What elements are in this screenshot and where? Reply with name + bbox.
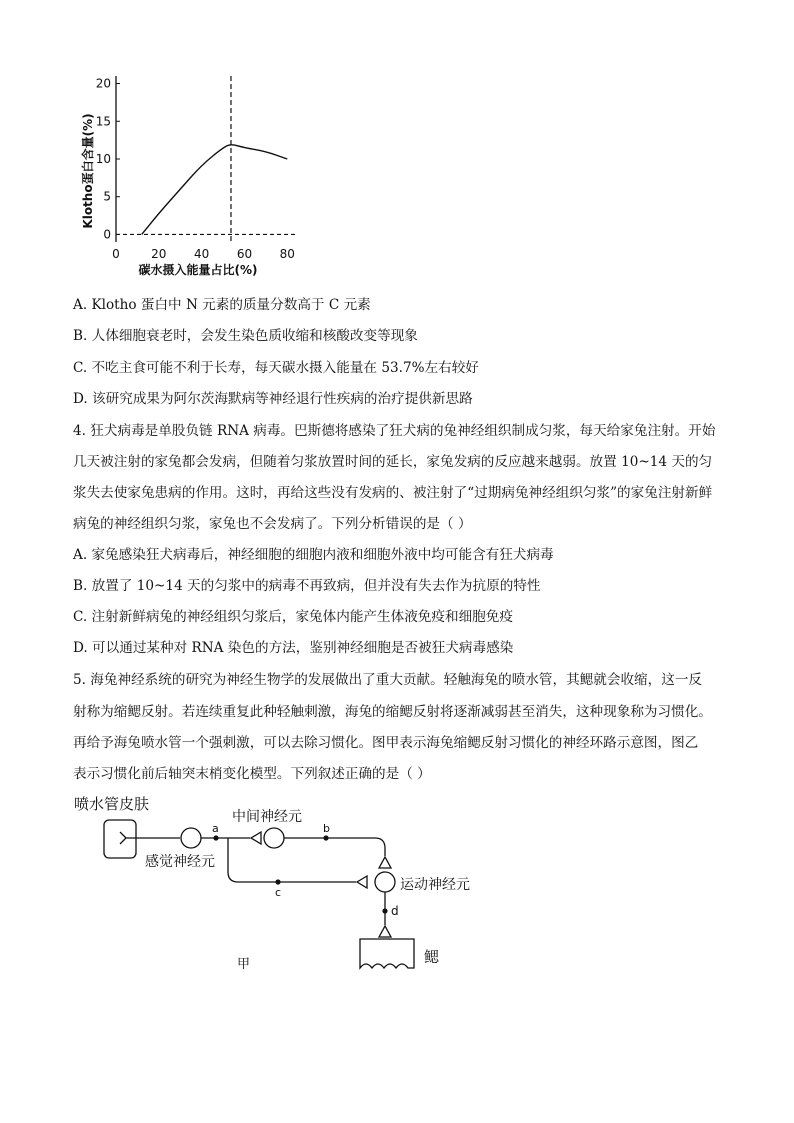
point-d-label: d <box>391 904 399 918</box>
q5-stem-line-3: 再给予海兔喷水管一个强刺激，可以去除习惯化。图甲表示海兔缩鳃反射习惯化的神经环路示意图，图乙 <box>73 735 699 751</box>
chart-y-tick-label: 5 <box>103 189 111 204</box>
chart-y-tick-label: 20 <box>95 76 111 91</box>
point-c-label: c <box>275 886 282 899</box>
q5-stem-line-1: 5. 海兔神经系统的研究为神经生物学的发展做出了重大贡献。轻触海兔的喷水管，其鳃就会收缩，这一反 <box>73 672 703 688</box>
receptor-icon <box>120 832 136 844</box>
chart-y-tick-label: 10 <box>95 152 111 166</box>
q4-stem-line-2: 几天被注射的家兔都会发病，但随着匀浆放置时间的延长，家兔发病的反应越来越弱。放置 10~14 天的匀 <box>73 454 713 470</box>
chart-x-tick-label: 0 <box>112 247 120 261</box>
sensory-label: 感觉神经元 <box>145 854 215 870</box>
gill-icon <box>360 939 414 968</box>
point-b-dot <box>323 835 328 840</box>
q3-option-d: D. 该研究成果为阿尔茨海默病等神经退行性疾病的治疗提供新思路 <box>73 391 473 407</box>
q3-option-b: B. 人体细胞衰老时，会发生染色质收缩和核酸改变等现象 <box>73 328 418 344</box>
chart-x-tick-label: 20 <box>151 247 167 261</box>
klotho-chart <box>76 68 306 287</box>
interneuron-body <box>264 828 284 848</box>
q4-option-d: D. 可以通过某种对 RNA 染色的方法，鉴别神经细胞是否被狂犬病毒感染 <box>73 640 514 656</box>
skin-box <box>104 820 136 858</box>
motor-neuron-body <box>375 872 395 892</box>
q4-stem-line-3: 浆失去使家兔患病的作用。这时，再给这些没有发病的、被注射了“过期病兔神经组织匀浆”的家兔注射新鲜 <box>73 485 713 501</box>
q4-stem-line-1: 4. 狂犬病毒是单股负链 RNA 病毒。巴斯德将感染了狂犬病的兔神经组织制成匀浆，每天给家兔注射。开始 <box>73 423 716 439</box>
q5-stem-line-4: 表示习惯化前后轴突末梢变化模型。下列叙述正确的是（ ） <box>73 766 431 782</box>
chart-x-tick-label: 60 <box>236 247 253 261</box>
point-c-dot <box>275 879 280 884</box>
gill-label: 鳃 <box>424 948 440 966</box>
klotho-chart-svg <box>76 68 306 283</box>
q4-option-c: C. 注射新鲜病兔的神经组织匀浆后，家兔体内能产生体液免疫和细胞免疫 <box>73 609 513 625</box>
chart-x-tick-label: 40 <box>194 247 210 261</box>
chart-y-axis-label: Klotho蛋白含量(%) <box>81 113 95 229</box>
q4-stem-line-4: 病兔的神经组织匀浆，家兔也不会发病了。下列分析错误的是（ ） <box>73 516 472 532</box>
synapse-to-gill-icon <box>379 926 391 937</box>
point-b-label: b <box>323 822 330 835</box>
motor-label: 运动神经元 <box>400 877 470 893</box>
synapse-b-to-motor-icon <box>379 857 391 868</box>
inter-label: 中间神经元 <box>232 809 302 825</box>
q4-option-b: B. 放置了 10~14 天的匀浆中的病毒不再致病，但并没有失去作为抗原的特性 <box>73 578 541 594</box>
sensory-neuron-body <box>181 828 201 848</box>
point-a-label: a <box>212 822 219 835</box>
chart-x-tick-label: 80 <box>279 247 295 261</box>
q4-option-a: A. 家兔感染狂犬病毒后，神经细胞的细胞内液和细胞外液中均可能含有狂犬病毒 <box>73 547 554 563</box>
chart-y-tick-label: 0 <box>103 227 111 242</box>
neural-circuit-svg <box>60 790 490 990</box>
q5-stem-line-2: 射称为缩鳃反射。若连续重复此种轻触刺激，海兔的缩鳃反射将逐渐减弱甚至消失，这种现象称为习惯化。 <box>73 704 712 720</box>
neural-circuit-diagram <box>60 790 490 994</box>
q3-option-c: C. 不吃主食可能不利于长寿，每天碳水摄入能量在 53.7%左右较好 <box>73 360 479 376</box>
skin-label: 喷水管皮肤 <box>74 795 150 813</box>
synapse-to-interneuron-icon <box>251 832 261 844</box>
point-d-dot <box>382 908 387 913</box>
chart-y-tick-label: 15 <box>95 114 111 129</box>
point-a-dot <box>213 835 218 840</box>
chart-series-line <box>142 145 288 235</box>
diagram-caption: 甲 <box>237 957 251 972</box>
chart-x-axis-label: 碳水摄入能量占比(%) <box>138 263 258 277</box>
synapse-c-to-motor-icon <box>357 876 367 888</box>
q3-option-a: A. Klotho 蛋白中 N 元素的质量分数高于 C 元素 <box>73 297 371 313</box>
